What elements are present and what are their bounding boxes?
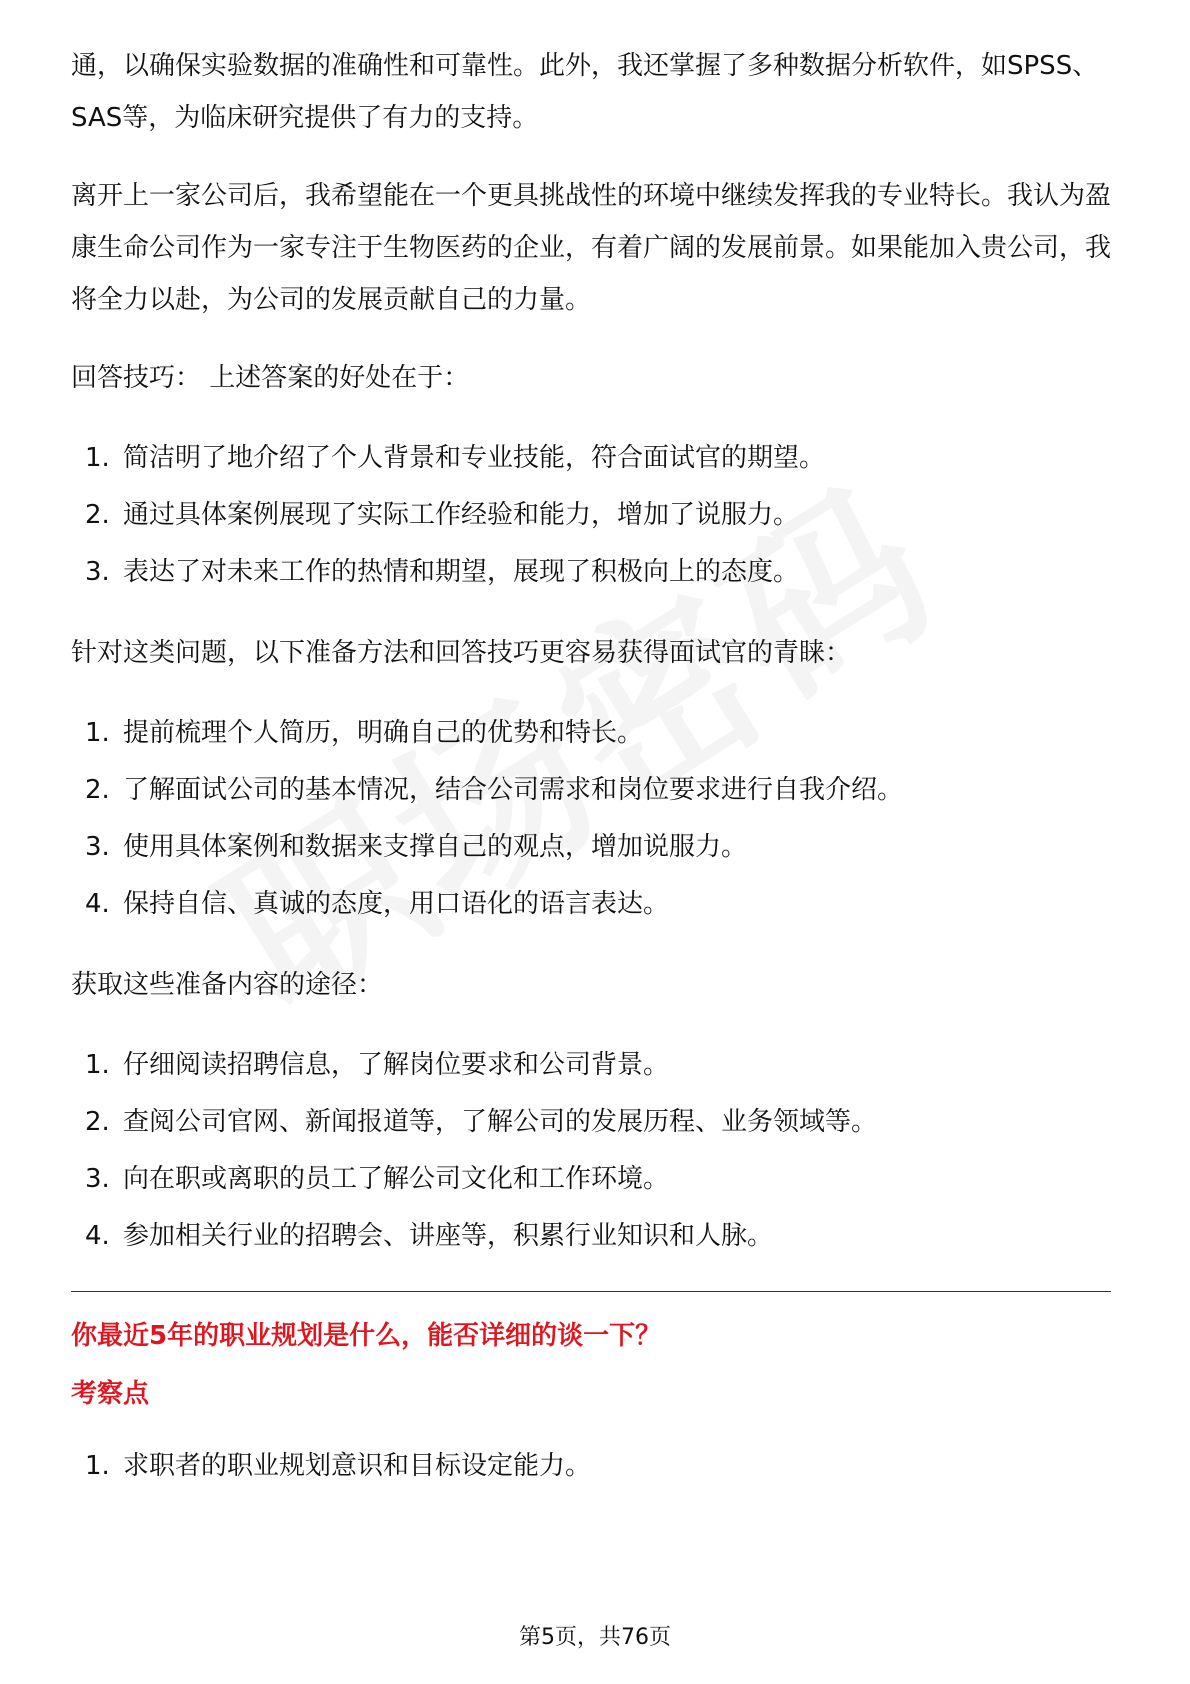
tips-list [71,430,1111,601]
question-title: 你最近5年的职业规划是什么，能否详细的谈一下？ [71,1321,662,1351]
list-item: 3. 向在职或离职的员工了解公司文化和工作环境。 [85,1164,670,1194]
list-item: 1. 简洁明了地介绍了个人背景和专业技能，符合面试官的期望。 [85,443,826,473]
question-subtitle: 考察点 [71,1379,150,1409]
page-content [71,40,1111,1521]
list-item: 2. 了解面试公司的基本情况，结合公司需求和岗位要求进行自我介绍。 [85,775,904,805]
question-points-list [71,1438,1111,1495]
prep-list [71,705,1111,933]
list-item: 1. 求职者的职业规划意识和目标设定能力。 [85,1451,592,1481]
source-list [71,1037,1111,1265]
page-number: 第5页，共76页 [519,1625,671,1650]
section-divider [71,1291,1111,1292]
list-item: 4. 参加相关行业的招聘会、讲座等，积累行业知识和人脉。 [85,1221,774,1251]
list-item: 1. 提前梳理个人简历，明确自己的优势和特长。 [85,718,644,748]
list-item: 3. 使用具体案例和数据来支撑自己的观点，增加说服力。 [85,832,748,862]
list-item: 3. 表达了对未来工作的热情和期望，展现了积极向上的态度。 [85,557,800,587]
list-item: 2. 通过具体案例展现了实际工作经验和能力，增加了说服力。 [85,500,800,530]
list-item: 4. 保持自信、真诚的态度，用口语化的语言表达。 [85,889,670,919]
intro-paragraph-1: 通，以确保实验数据的准确性和可靠性。此外，我还掌握了多种数据分析软件，如SPSS、SAS等，为临床研究提供了有力的支持。 [71,51,1099,133]
prep-heading: 针对这类问题，以下准备方法和回答技巧更容易获得面试官的青睐： [71,638,852,668]
intro-paragraph-2: 离开上一家公司后，我希望能在一个更具挑战性的环境中继续发挥我的专业特长。我认为盈康生命公司作为一家专注于生物医药的企业，有着广阔的发展前景。如果能加入贵公司，我将全力以赴，为公司的发展贡献自己的力量。 [71,181,1112,315]
list-item: 1. 仔细阅读招聘信息，了解岗位要求和公司背景。 [85,1050,670,1080]
tips-heading: 回答技巧： 上述答案的好处在于： [71,363,470,393]
list-item: 2. 查阅公司官网、新闻报道等，了解公司的发展历程、业务领域等。 [85,1107,878,1137]
source-heading: 获取这些准备内容的途径： [71,970,384,1000]
